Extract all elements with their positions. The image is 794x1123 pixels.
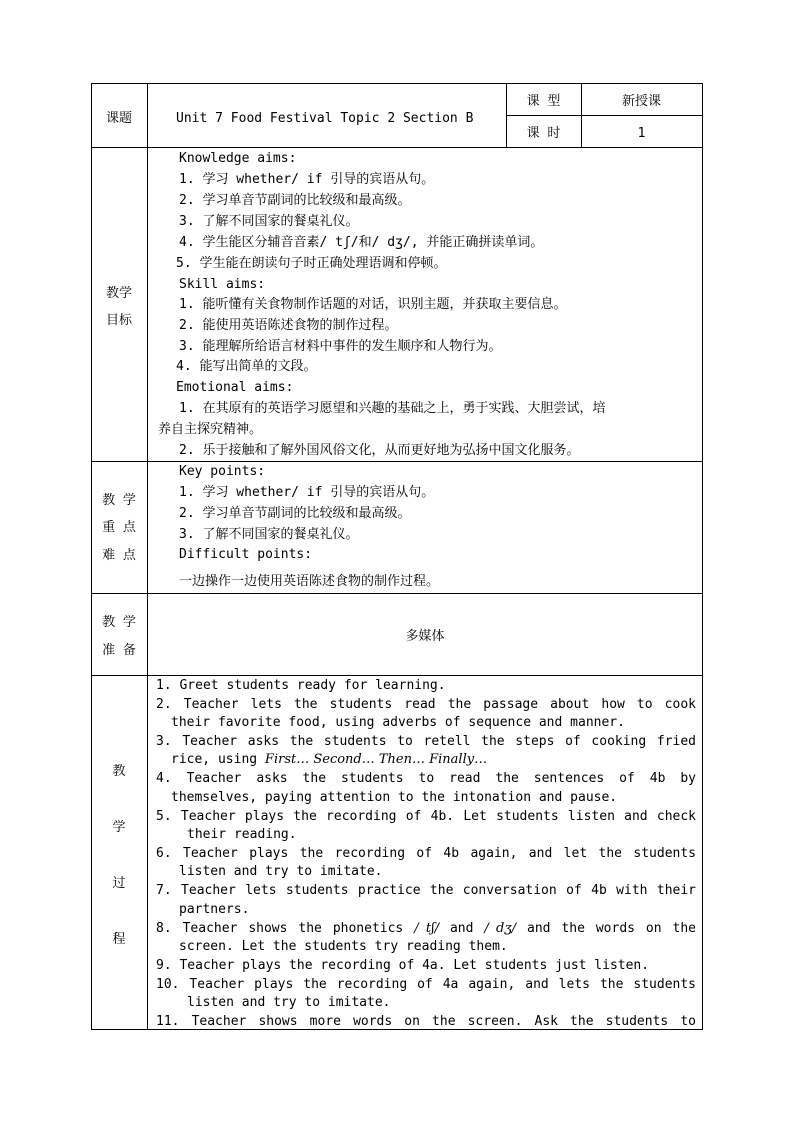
process-step-2-line-2: their favorite food, using adverbs of sequence and manner. [171, 715, 625, 730]
class-hours-label: 课 时 [526, 126, 561, 141]
process-step-8-text-and: and [449, 921, 474, 936]
emotional-aim-2: 2. 乐于接触和了解外国风俗文化，从而更好地为弘扬中国文化服务。 [179, 443, 580, 458]
preparation-label-line-1: 教 学 [102, 615, 136, 630]
process-label-char-1: 教 [112, 764, 126, 779]
process-step-8-text-pre: 8. Teacher shows the phonetics [156, 921, 404, 936]
key-point-3: 3. 了解不同国家的餐桌礼仪。 [179, 527, 359, 542]
preparation-label-line-2: 准 备 [102, 643, 136, 658]
key-point-2: 2. 学习单音节副词的比较级和最高级。 [179, 506, 411, 521]
row-divider-process [91, 675, 703, 676]
key-point-1: 1. 学习 whether/ if 引导的宾语从句。 [179, 485, 435, 500]
process-step-6-line-2: listen and try to imitate. [179, 864, 383, 879]
keypoints-label-line-2: 重 点 [102, 520, 136, 535]
knowledge-aim-2: 2. 学习单音节副词的比较级和最高级。 [179, 193, 411, 208]
key-points-heading: Key points: [179, 464, 266, 479]
knowledge-aim-3: 3. 了解不同国家的餐桌礼仪。 [179, 214, 359, 229]
table-border-right [702, 83, 703, 1030]
difficult-points-heading: Difficult points: [179, 547, 313, 562]
process-step-4-line-1: 4. Teacher asks the students to read the sentences of 4b by [156, 771, 696, 786]
row-divider-keypoints [91, 461, 703, 462]
keypoints-label-line-3: 难 点 [102, 548, 136, 563]
process-label-char-2: 学 [112, 820, 126, 835]
skill-aims-heading: Skill aims: [179, 277, 266, 292]
objectives-label-line-2: 目标 [105, 313, 132, 328]
phonetic-symbol-tsh: / tʃ/ [414, 921, 439, 936]
process-step-11-line-1: 11. Teacher shows more words on the screen. Ask the students to [156, 1014, 696, 1029]
course-title: Unit 7 Food Festival Topic 2 Section B [176, 111, 474, 126]
process-step-2-line-1: 2. Teacher lets the students read the passage about how to cook [156, 697, 696, 712]
process-step-6-line-1: 6. Teacher plays the recording of 4b again, and let the students [156, 846, 696, 861]
knowledge-aim-5: 5. 学生能在朗读句子时正确处理语调和停顿。 [176, 256, 447, 271]
process-step-1: 1. Greet students ready for learning. [156, 678, 446, 693]
knowledge-aim-4: 4. 学生能区分辅音音素/ tʃ/和/ dʒ/, 并能正确拼读单词。 [179, 235, 544, 250]
row-divider-preparation [91, 593, 703, 594]
knowledge-aims-heading: Knowledge aims: [179, 151, 297, 166]
objectives-label-line-1: 教学 [105, 286, 132, 301]
process-step-10-line-1: 10. Teacher plays the recording of 4a again, and lets the students [156, 977, 696, 992]
process-step-5-line-1: 5. Teacher plays the recording of 4b. Let students listen and check [156, 809, 696, 824]
process-step-7-line-1: 7. Teacher lets students practice the conversation of 4b with their [156, 883, 696, 898]
row-divider-header-sub [506, 115, 703, 116]
lesson-type-value: 新授课 [621, 94, 661, 109]
process-step-4-line-2: themselves, paying attention to the intonation and pause. [171, 790, 618, 805]
process-step-10-line-2: listen and try to imitate. [187, 995, 391, 1010]
process-step-9: 9. Teacher plays the recording of 4a. Let students just listen. [156, 958, 650, 973]
process-step-3-line-2 [171, 752, 487, 768]
emotional-aim-1-line-2: 养自主探究精神。 [158, 422, 263, 437]
emotional-aim-1-line-1: 1. 在其原有的英语学习愿望和兴趣的基础之上，勇于实践、大胆尝试，培 [179, 401, 606, 416]
emotional-aims-heading: Emotional aims: [176, 380, 294, 395]
process-step-7-line-2: partners. [179, 902, 250, 917]
skill-aim-4: 4. 能写出简单的文段。 [176, 359, 317, 374]
difficult-point: 一边操作一边使用英语陈述食物的制作过程。 [179, 574, 440, 589]
row-divider-objectives [91, 147, 703, 148]
process-step-3-text: rice, using [171, 752, 258, 767]
process-step-5-line-2: their reading. [187, 827, 297, 842]
process-step-8-line-1 [156, 921, 696, 937]
keypoints-label-line-1: 教 学 [102, 493, 136, 508]
class-hours-value: 1 [637, 126, 646, 141]
process-step-8-line-2: screen. Let the students try reading them. [179, 939, 508, 954]
process-label-char-4: 程 [112, 932, 126, 947]
process-step-8-text-post: and the words on the [527, 921, 696, 936]
preparation-value: 多媒体 [405, 629, 445, 644]
process-step-3-sequence-words: First… Second… Then… Finally… [264, 752, 488, 767]
phonetic-symbol-dzh: / dʒ/ [484, 921, 517, 936]
knowledge-aim-1: 1. 学习 whether/ if 引导的宾语从句。 [179, 172, 435, 187]
course-title-label: 课题 [105, 111, 132, 126]
lesson-type-label: 课 型 [526, 94, 561, 109]
label-column-divider [147, 83, 148, 1030]
skill-aim-1: 1. 能听懂有关食物制作话题的对话，识别主题，并获取主要信息。 [179, 297, 567, 312]
table-border-top [91, 83, 703, 84]
skill-aim-3: 3. 能理解所给语言材料中事件的发生顺序和人物行为。 [179, 339, 502, 354]
process-step-3-line-1: 3. Teacher asks the students to retell the steps of cooking fried [156, 734, 696, 749]
skill-aim-2: 2. 能使用英语陈述食物的制作过程。 [179, 318, 398, 333]
process-label-char-3: 过 [112, 876, 126, 891]
